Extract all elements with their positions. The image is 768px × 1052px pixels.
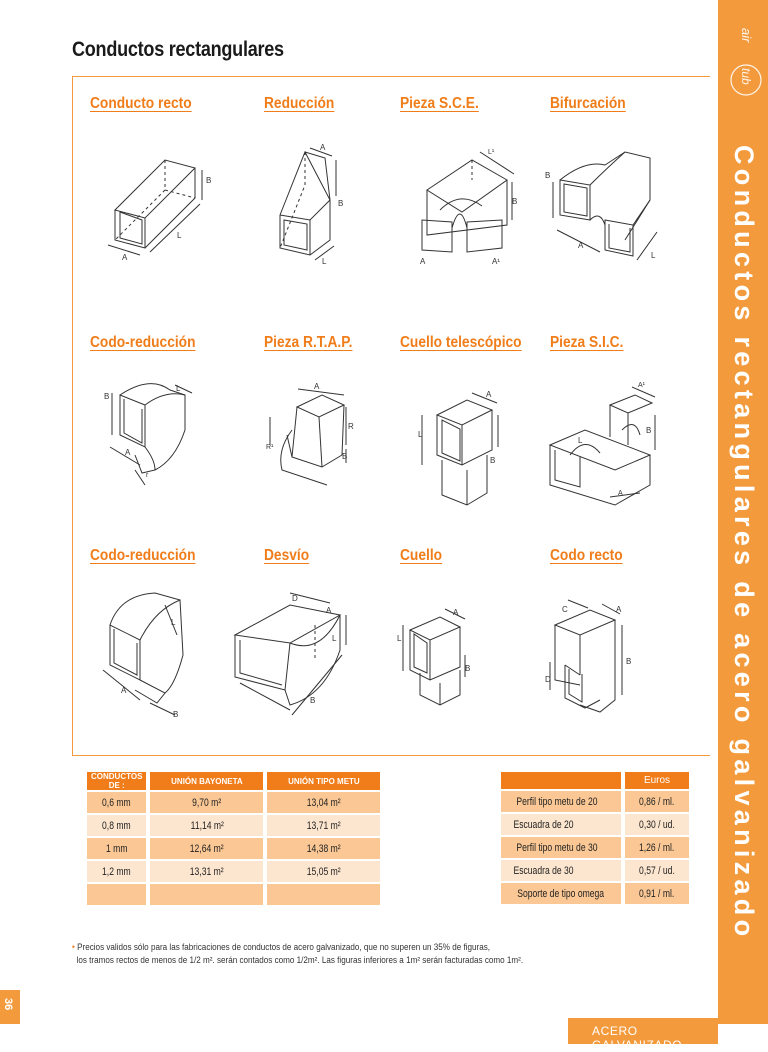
drawing-conducto-recto bbox=[100, 140, 220, 275]
drawing-reduccion bbox=[270, 140, 360, 275]
drawing-desvio bbox=[230, 585, 360, 745]
table-header-row bbox=[87, 772, 380, 790]
label-cuello-telescopico: Cuello telescópico bbox=[400, 334, 522, 351]
page-number-tab bbox=[0, 990, 20, 1024]
brand-logo bbox=[718, 8, 768, 138]
col-header-bayoneta: UNIÓN BAYONETA bbox=[150, 772, 263, 790]
table-row bbox=[501, 837, 689, 858]
table-cell: Soporte de tipo omega bbox=[517, 887, 605, 900]
drawing-pieza-sce bbox=[412, 140, 522, 275]
drawing-codo-reduccion-1 bbox=[100, 375, 200, 485]
svg-text:A: A bbox=[320, 143, 326, 152]
table-cell: 11,14 m² bbox=[190, 819, 224, 832]
svg-text:A: A bbox=[616, 605, 622, 614]
table-row bbox=[501, 791, 689, 812]
table-cell: 0,57 / ud. bbox=[639, 864, 675, 877]
table-cell: 0,91 / ml. bbox=[639, 887, 675, 900]
svg-text:A: A bbox=[486, 390, 492, 399]
svg-text:B: B bbox=[104, 392, 110, 401]
svg-text:B: B bbox=[490, 456, 496, 465]
table-row bbox=[501, 860, 689, 881]
drawing-cuello bbox=[395, 595, 485, 715]
svg-text:L: L bbox=[322, 257, 327, 266]
svg-text:A: A bbox=[122, 253, 128, 262]
svg-text:A: A bbox=[420, 257, 426, 266]
svg-text:r: r bbox=[146, 472, 149, 479]
svg-text:L: L bbox=[418, 430, 423, 439]
table-cell: 0,8 mm bbox=[102, 819, 132, 832]
svg-text:A: A bbox=[578, 241, 584, 250]
note-line-2: los tramos rectos de menos de 1/2 m². serán contados como 1/2m². Las figuras inferiores a 1m² serán facturadas como 1m². bbox=[76, 955, 524, 965]
table-cell: 9,70 m² bbox=[192, 796, 222, 809]
label-codo-reduccion-2: Codo-reducción bbox=[90, 547, 196, 564]
vertical-title-text: Conductos rectangulares de acero galvanizado bbox=[729, 145, 759, 941]
svg-text:D: D bbox=[292, 594, 298, 603]
table-cell: Escuadra de 20 bbox=[513, 818, 574, 831]
svg-text:A: A bbox=[125, 448, 131, 457]
svg-text:B: B bbox=[512, 197, 518, 206]
col-header-metu: UNIÓN TIPO METU bbox=[267, 772, 380, 790]
svg-text:B: B bbox=[342, 452, 348, 461]
svg-text:R¹: R¹ bbox=[266, 444, 274, 451]
drawing-codo-recto bbox=[540, 590, 640, 725]
table-cell: 1,26 / ml. bbox=[639, 841, 675, 854]
svg-text:A: A bbox=[618, 490, 623, 497]
svg-text:L: L bbox=[332, 634, 337, 643]
svg-text:L: L bbox=[171, 618, 176, 627]
table-cell: 12,64 m² bbox=[189, 842, 224, 855]
table-cell: Escuadra de 30 bbox=[513, 864, 574, 877]
svg-text:L: L bbox=[578, 436, 583, 445]
page-title: Conductos rectangulares bbox=[72, 38, 284, 61]
svg-text:B: B bbox=[338, 199, 344, 208]
label-conducto-recto: Conducto recto bbox=[90, 95, 192, 112]
svg-text:L: L bbox=[651, 251, 656, 260]
svg-text:B: B bbox=[310, 696, 316, 705]
svg-text:tub: tub bbox=[739, 68, 753, 85]
table-cell: 13,31 m² bbox=[189, 865, 224, 878]
table-row bbox=[501, 814, 689, 835]
svg-text:L¹: L¹ bbox=[488, 149, 495, 156]
table-cell: 15,05 m² bbox=[306, 865, 341, 878]
drawing-pieza-rtap bbox=[262, 375, 362, 490]
drawing-cuello-telescopico bbox=[412, 375, 512, 515]
svg-text:D: D bbox=[545, 675, 551, 684]
table-row bbox=[87, 861, 380, 882]
svg-text:A: A bbox=[314, 382, 320, 391]
label-pieza-sce: Pieza S.C.E. bbox=[400, 95, 479, 112]
drawing-bifurcacion bbox=[545, 140, 665, 275]
table-cell: Perfil tipo metu de 30 bbox=[516, 841, 598, 854]
table-cell: 14,38 m² bbox=[306, 842, 341, 855]
col-header-conductos: CONDUCTOS DE : bbox=[87, 772, 146, 790]
svg-text:B: B bbox=[465, 664, 471, 673]
table-row bbox=[87, 838, 380, 859]
svg-text:L: L bbox=[397, 634, 402, 643]
svg-text:B: B bbox=[626, 657, 632, 666]
table-header-row bbox=[501, 772, 689, 789]
svg-text:A: A bbox=[326, 606, 332, 615]
table-row bbox=[87, 792, 380, 813]
table-cell: 0,86 / ml. bbox=[639, 795, 675, 808]
svg-text:A: A bbox=[453, 608, 459, 617]
label-codo-recto: Codo recto bbox=[550, 547, 623, 564]
col-header-euros: Euros bbox=[625, 772, 689, 789]
table-cell: 0,30 / ud. bbox=[639, 818, 675, 831]
svg-text:B: B bbox=[206, 176, 212, 185]
vertical-title bbox=[724, 145, 764, 975]
label-bifurcacion: Bifurcación bbox=[550, 95, 626, 112]
label-reduccion: Reducción bbox=[264, 95, 335, 112]
svg-text:B: B bbox=[646, 426, 652, 435]
page-number: 36 bbox=[2, 998, 14, 1011]
table-cell: 1 mm bbox=[105, 842, 128, 855]
table-row bbox=[87, 815, 380, 836]
footer-label: ACERO GALVANIZADO bbox=[568, 1018, 718, 1044]
svg-text:L: L bbox=[176, 384, 181, 393]
table-row bbox=[87, 884, 380, 905]
table-cell: 0,6 mm bbox=[102, 796, 132, 809]
svg-text:R: R bbox=[348, 422, 354, 431]
asterisk-icon: • bbox=[72, 942, 75, 952]
svg-text:air: air bbox=[739, 28, 754, 43]
svg-text:B: B bbox=[173, 710, 179, 719]
price-note bbox=[72, 941, 612, 967]
price-table-conductos bbox=[83, 770, 384, 907]
label-pieza-sic: Pieza S.I.C. bbox=[550, 334, 624, 351]
svg-text:C: C bbox=[562, 605, 568, 614]
table-row bbox=[501, 883, 689, 904]
table-cell: 1,2 mm bbox=[102, 865, 132, 878]
col-header-descripcion bbox=[501, 772, 621, 789]
svg-text:L: L bbox=[177, 231, 182, 240]
table-cell: 13,04 m² bbox=[306, 796, 341, 809]
label-desvio: Desvío bbox=[264, 547, 310, 564]
price-table-accesorios bbox=[497, 770, 693, 906]
table-cell: Perfil tipo metu de 20 bbox=[516, 795, 598, 808]
svg-text:A¹: A¹ bbox=[492, 257, 500, 266]
svg-text:B: B bbox=[545, 171, 551, 180]
note-line-1: Precios validos sólo para las fabricaciones de conductos de acero galvanizado, que no superen un 35% de figuras, bbox=[77, 942, 491, 952]
table-cell: 13,71 m² bbox=[306, 819, 341, 832]
svg-text:A¹: A¹ bbox=[638, 382, 645, 389]
label-pieza-rtap: Pieza R.T.A.P. bbox=[264, 334, 353, 351]
drawing-codo-reduccion-2 bbox=[95, 585, 195, 720]
svg-text:A: A bbox=[121, 686, 127, 695]
label-cuello: Cuello bbox=[400, 547, 443, 564]
sidebar-stripe bbox=[710, 0, 718, 1024]
drawing-pieza-sic bbox=[540, 375, 665, 515]
label-codo-reduccion-1: Codo-reducción bbox=[90, 334, 196, 351]
